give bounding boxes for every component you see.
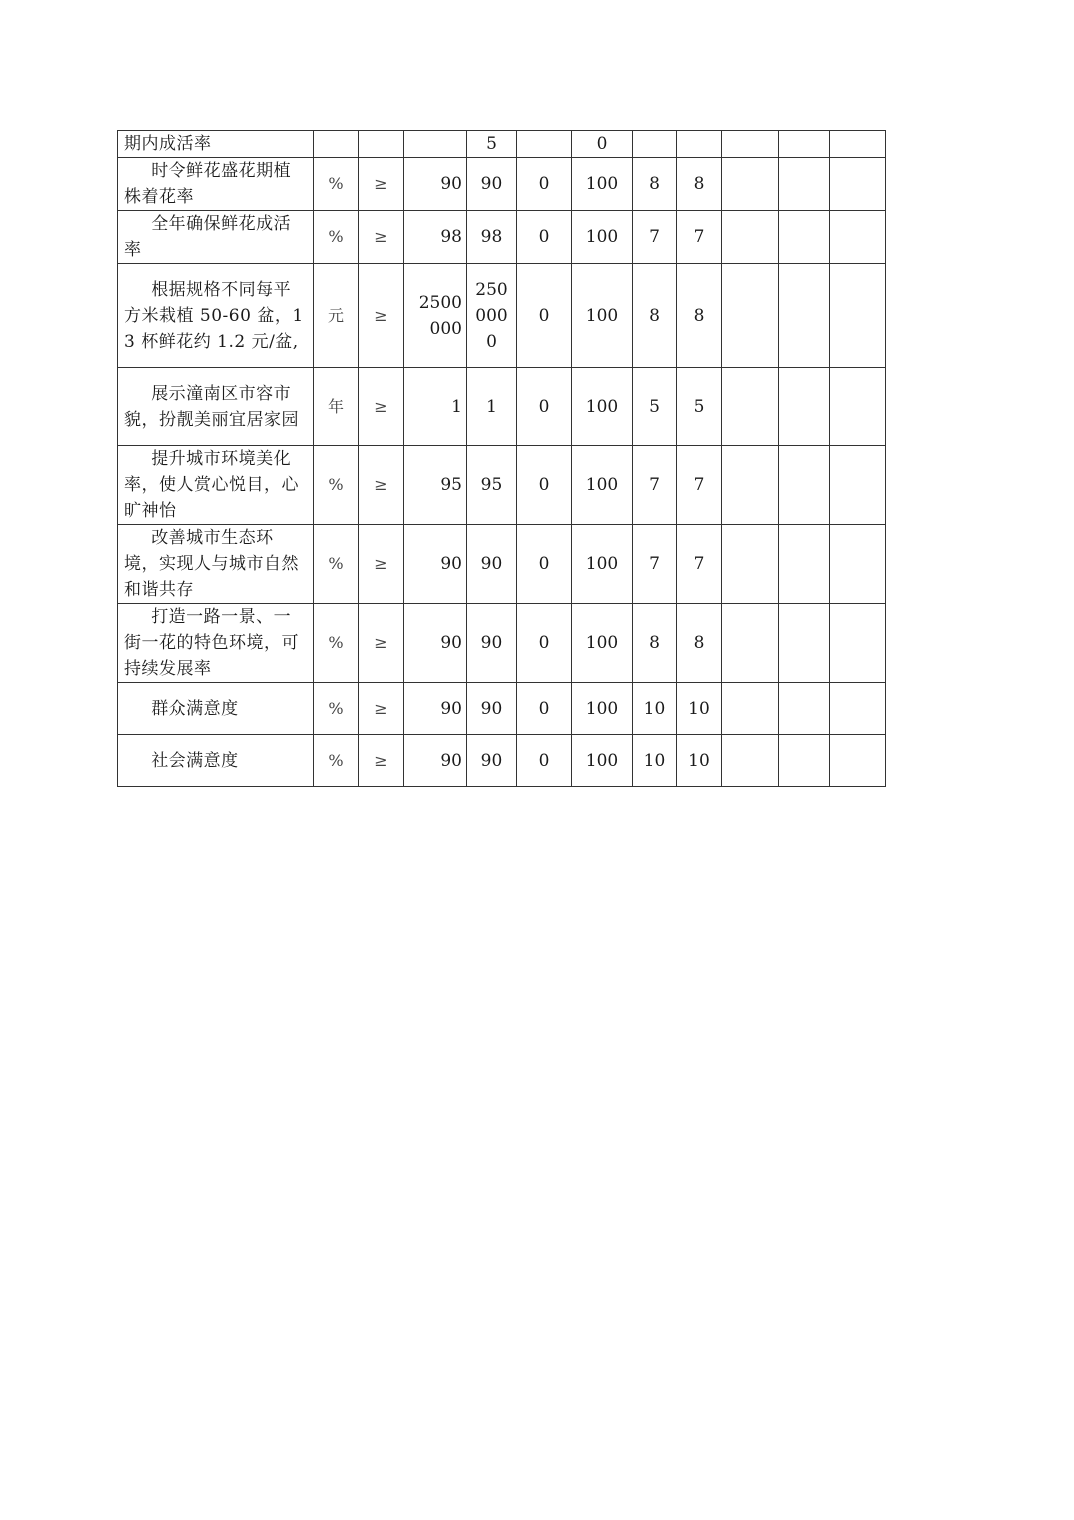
- completion-rate-cell: 100: [572, 604, 633, 683]
- completion-rate-cell: 100: [572, 735, 633, 787]
- operator-cell: ≥: [359, 264, 404, 368]
- empty-cell: [830, 131, 886, 158]
- empty-cell: [722, 211, 779, 264]
- operator-cell: ≥: [359, 735, 404, 787]
- unit-cell: %: [314, 604, 359, 683]
- completion-rate-cell: 100: [572, 264, 633, 368]
- actual-value-cell: 90: [467, 604, 517, 683]
- empty-cell: [830, 735, 886, 787]
- deviation-cell: 0: [517, 264, 572, 368]
- empty-cell: [830, 683, 886, 735]
- weight-cell: 8: [633, 604, 677, 683]
- empty-cell: [830, 604, 886, 683]
- weight-cell: 8: [633, 158, 677, 211]
- empty-cell: [779, 211, 830, 264]
- table-row: [118, 158, 886, 211]
- indicator-name-cell: 改善城市生态环境，实现人与城市自然和谐共存: [118, 525, 314, 604]
- empty-cell: [779, 264, 830, 368]
- target-value-cell: 90: [404, 525, 467, 604]
- completion-rate-cell: 100: [572, 446, 633, 525]
- empty-cell: [722, 368, 779, 446]
- empty-cell: [779, 446, 830, 525]
- indicator-name-cell: 提升城市环境美化率，使人赏心悦目，心旷神怡: [118, 446, 314, 525]
- completion-rate-cell: 0: [572, 131, 633, 158]
- empty-cell: [830, 525, 886, 604]
- unit-cell: 元: [314, 264, 359, 368]
- table-row: [118, 683, 886, 735]
- table-row: [118, 525, 886, 604]
- score-cell: 7: [677, 211, 722, 264]
- deviation-cell: 0: [517, 525, 572, 604]
- unit-cell: %: [314, 211, 359, 264]
- actual-value-cell: 90: [467, 683, 517, 735]
- target-value-cell: 1: [404, 368, 467, 446]
- target-value-cell: 90: [404, 683, 467, 735]
- empty-cell: [722, 735, 779, 787]
- deviation-cell: 0: [517, 446, 572, 525]
- empty-cell: [830, 158, 886, 211]
- unit-cell: %: [314, 525, 359, 604]
- deviation-cell: [517, 131, 572, 158]
- score-cell: 7: [677, 525, 722, 604]
- empty-cell: [779, 604, 830, 683]
- target-value-cell: 2500000: [404, 264, 467, 368]
- weight-cell: 10: [633, 683, 677, 735]
- indicator-name-cell: 社会满意度: [118, 735, 314, 787]
- unit-cell: 年: [314, 368, 359, 446]
- score-cell: 10: [677, 683, 722, 735]
- empty-cell: [722, 604, 779, 683]
- empty-cell: [779, 735, 830, 787]
- target-value-cell: 90: [404, 158, 467, 211]
- unit-cell: [314, 131, 359, 158]
- completion-rate-cell: 100: [572, 525, 633, 604]
- performance-indicator-table: [117, 130, 886, 787]
- weight-cell: [633, 131, 677, 158]
- actual-value-cell: 5: [467, 131, 517, 158]
- score-cell: [677, 131, 722, 158]
- deviation-cell: 0: [517, 735, 572, 787]
- indicator-name-cell: 展示潼南区市容市貌，扮靓美丽宜居家园: [118, 368, 314, 446]
- table-row: [118, 446, 886, 525]
- score-cell: 10: [677, 735, 722, 787]
- weight-cell: 8: [633, 264, 677, 368]
- empty-cell: [830, 264, 886, 368]
- actual-value-cell: 1: [467, 368, 517, 446]
- empty-cell: [779, 131, 830, 158]
- actual-value-cell: 95: [467, 446, 517, 525]
- empty-cell: [779, 368, 830, 446]
- score-cell: 8: [677, 264, 722, 368]
- deviation-cell: 0: [517, 604, 572, 683]
- operator-cell: [359, 131, 404, 158]
- table-row: [118, 264, 886, 368]
- empty-cell: [722, 131, 779, 158]
- completion-rate-cell: 100: [572, 158, 633, 211]
- actual-value-cell: 98: [467, 211, 517, 264]
- table-row: [118, 211, 886, 264]
- indicator-name-cell: 时令鲜花盛花期植株着花率: [118, 158, 314, 211]
- unit-cell: %: [314, 683, 359, 735]
- unit-cell: %: [314, 446, 359, 525]
- weight-cell: 7: [633, 446, 677, 525]
- target-value-cell: 98: [404, 211, 467, 264]
- deviation-cell: 0: [517, 683, 572, 735]
- operator-cell: ≥: [359, 158, 404, 211]
- empty-cell: [722, 683, 779, 735]
- unit-cell: %: [314, 158, 359, 211]
- empty-cell: [779, 683, 830, 735]
- completion-rate-cell: 100: [572, 368, 633, 446]
- deviation-cell: 0: [517, 211, 572, 264]
- actual-value-cell: 90: [467, 735, 517, 787]
- empty-cell: [779, 158, 830, 211]
- unit-cell: %: [314, 735, 359, 787]
- weight-cell: 5: [633, 368, 677, 446]
- empty-cell: [830, 211, 886, 264]
- weight-cell: 7: [633, 525, 677, 604]
- target-value-cell: 90: [404, 604, 467, 683]
- table-row: [118, 368, 886, 446]
- empty-cell: [722, 525, 779, 604]
- indicator-name-cell: 全年确保鲜花成活率: [118, 211, 314, 264]
- operator-cell: ≥: [359, 368, 404, 446]
- score-cell: 5: [677, 368, 722, 446]
- indicator-name-cell: 群众满意度: [118, 683, 314, 735]
- empty-cell: [830, 368, 886, 446]
- deviation-cell: 0: [517, 158, 572, 211]
- empty-cell: [722, 446, 779, 525]
- weight-cell: 7: [633, 211, 677, 264]
- indicator-name-cell: 期内成活率: [118, 131, 314, 158]
- indicator-name-cell: 打造一路一景、一街一花的特色环境，可持续发展率: [118, 604, 314, 683]
- completion-rate-cell: 100: [572, 683, 633, 735]
- actual-value-cell: 90: [467, 158, 517, 211]
- completion-rate-cell: 100: [572, 211, 633, 264]
- operator-cell: ≥: [359, 604, 404, 683]
- operator-cell: ≥: [359, 211, 404, 264]
- empty-cell: [722, 158, 779, 211]
- indicator-name-cell: 根据规格不同每平方米栽植 50-60 盆，13 杯鲜花约 1.2 元/盆,: [118, 264, 314, 368]
- actual-value-cell: 2500000: [467, 264, 517, 368]
- operator-cell: ≥: [359, 683, 404, 735]
- weight-cell: 10: [633, 735, 677, 787]
- actual-value-cell: 90: [467, 525, 517, 604]
- deviation-cell: 0: [517, 368, 572, 446]
- operator-cell: ≥: [359, 446, 404, 525]
- score-cell: 8: [677, 604, 722, 683]
- score-cell: 8: [677, 158, 722, 211]
- operator-cell: ≥: [359, 525, 404, 604]
- empty-cell: [779, 525, 830, 604]
- table-row: [118, 131, 886, 158]
- target-value-cell: 95: [404, 446, 467, 525]
- target-value-cell: 90: [404, 735, 467, 787]
- target-value-cell: [404, 131, 467, 158]
- score-cell: 7: [677, 446, 722, 525]
- empty-cell: [830, 446, 886, 525]
- table-row: [118, 735, 886, 787]
- empty-cell: [722, 264, 779, 368]
- table-row: [118, 604, 886, 683]
